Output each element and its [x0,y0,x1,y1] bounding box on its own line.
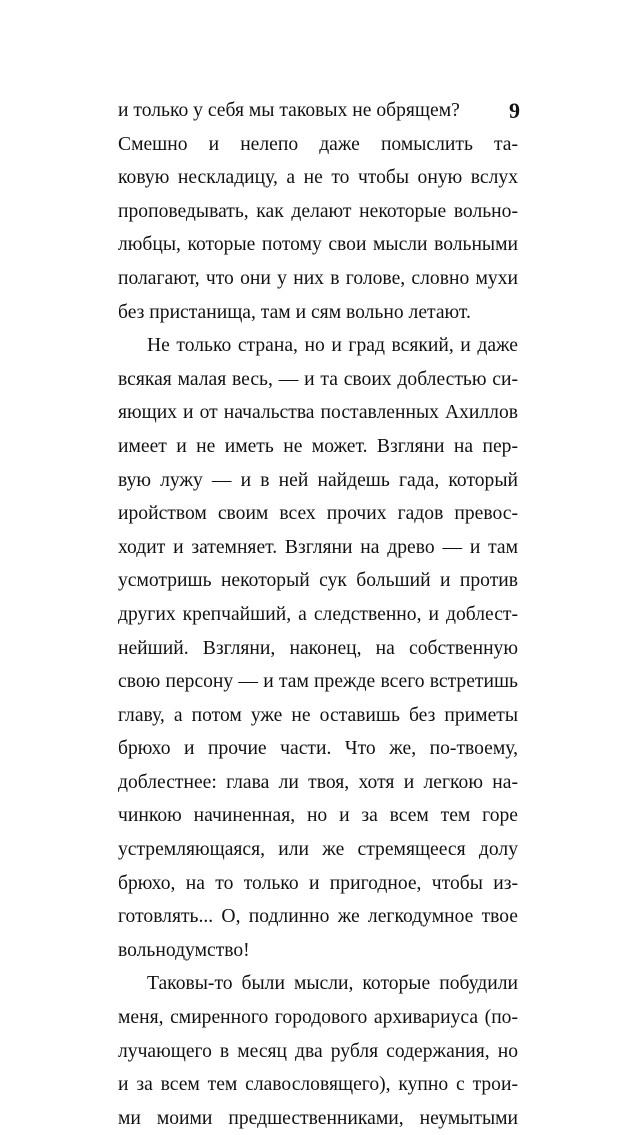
text-line: полагают, что они у них в голове, словно мухи [118,267,518,289]
text-line: яющих и от начальства поставленных Ахиллов [118,402,518,424]
text-line: иройством своим всех прочих гадов превос- [118,503,518,525]
text-line: Смешно и нелепо даже помыслить та- [118,133,518,155]
text-line: брюхо, на то только и пригодное, чтобы из- [118,872,518,894]
text-line: нейший. Взгляни, наконец, на собственную [118,637,518,659]
text-line: ходит и затемняет. Взгляни на древо — и там [118,536,518,558]
text-line: других крепчайший, а следственно, и доблест- [118,603,518,625]
text-line: проповедывать, как делают некоторые вольно- [118,200,518,222]
text-line: без пристанища, там и сям вольно летают. [118,301,471,323]
body-text [118,94,518,1135]
text-line: и только у себя мы таковых не обрящем? [118,100,460,121]
text-line: доблестнее: глава ли твоя, хотя и легкою на- [118,771,518,793]
text-line: лучающего в месяц два рубля содержания, но [118,1040,518,1062]
text-line: свою персону — и там прежде всего встретишь [118,671,518,693]
text-line: меня, смиренного городового архивариуса (по- [118,1007,518,1029]
text-line: имеет и не иметь не может. Взгляни на пер- [118,435,518,457]
text-line: ми моими предшественниками, неумытыми [118,1107,518,1129]
text-line: и за всем тем славословящего), купно с трои- [118,1074,518,1096]
text-line: всякая малая весь, — и та своих доблестью си- [118,368,518,390]
text-line: усмотришь некоторый сук больший и против [118,570,518,592]
text-line: вую лужу — и в ней найдешь гада, который [118,469,518,491]
text-line: Не только страна, но и град всякий, и даже [147,335,518,357]
text-line: брюхо и прочие части. Что же, по-твоему, [118,738,518,760]
text-line: чинкою начиненная, но и за всем тем горе [118,805,518,827]
text-line: Таковы-то были мысли, которые побудили [147,973,518,995]
text-line: главу, а потом уже не оставишь без приметы [118,704,518,726]
text-line: устремляющаяся, или же стремящееся долу [118,839,518,861]
text-line: ковую нескладицу, а не то чтобы оную вслух [118,167,518,189]
page-number: 9 [509,98,520,123]
text-line: готовлять... О, подлинно же легкодумное твое [118,906,518,928]
text-line: вольнодумство! [118,939,250,961]
text-line: любцы, которые потому свои мысли вольными [118,234,518,256]
